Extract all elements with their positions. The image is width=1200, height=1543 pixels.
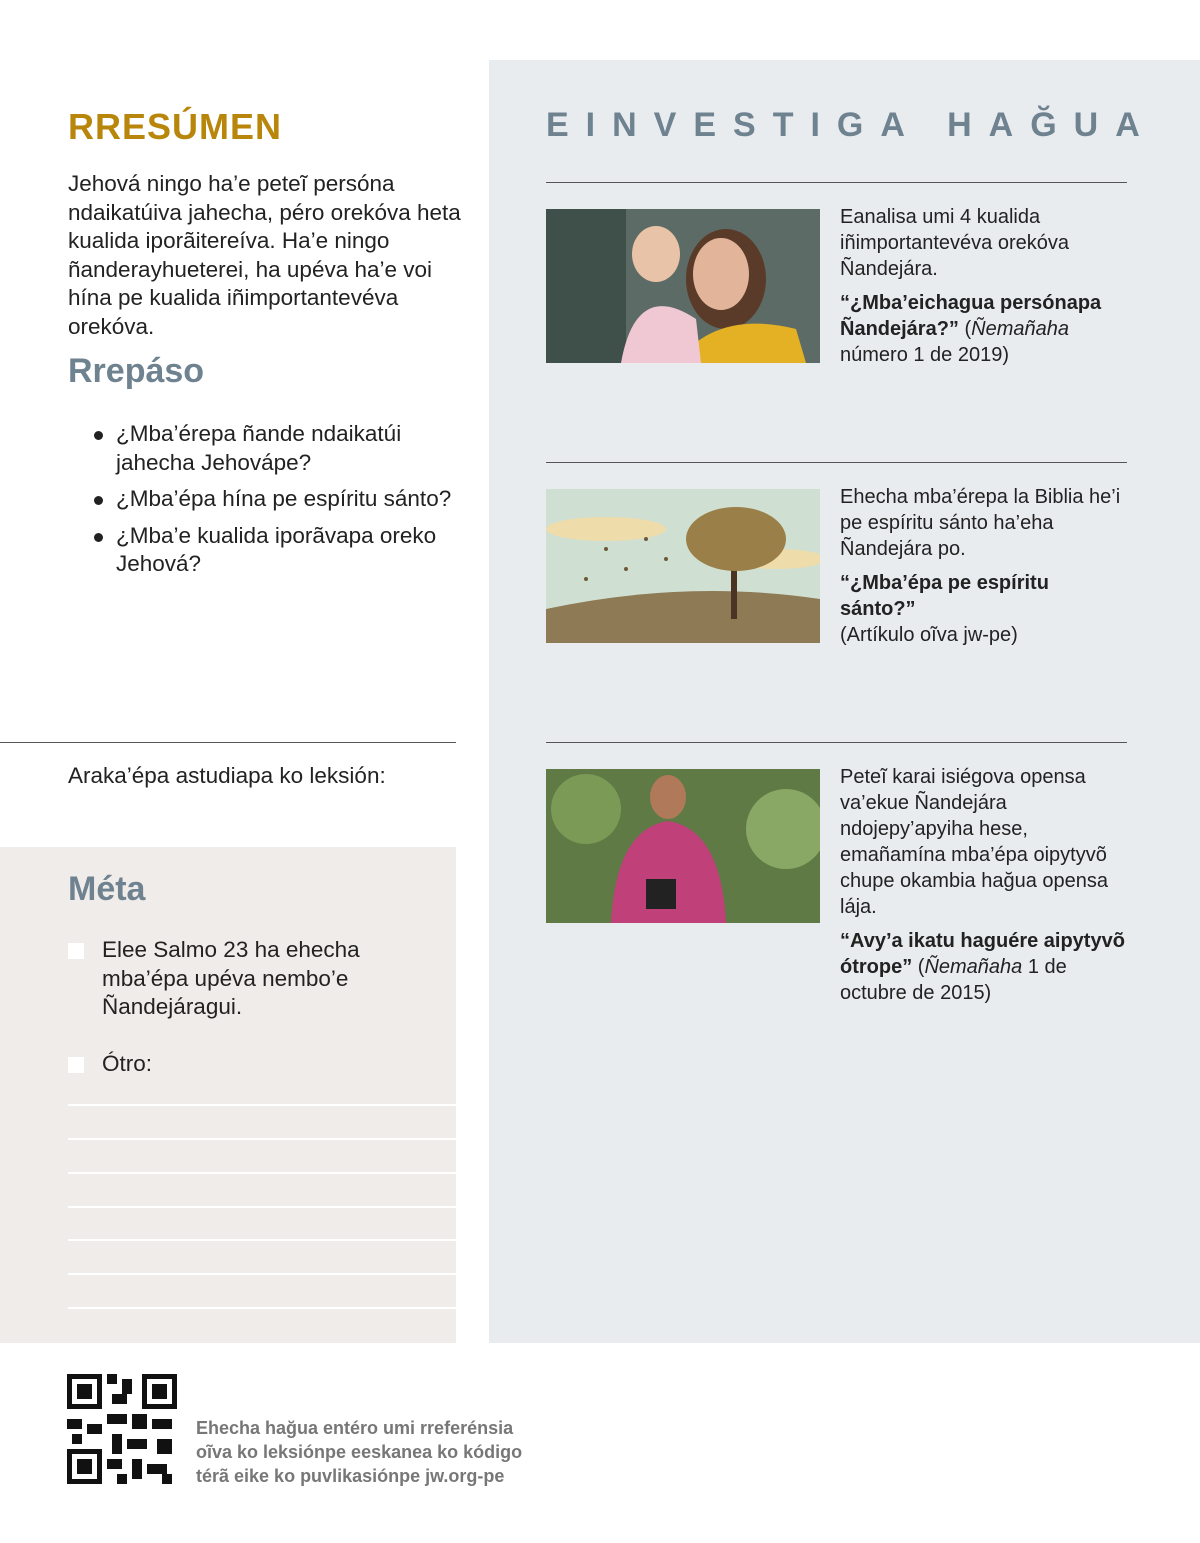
review-title: Rrepáso [68, 352, 205, 390]
resource-card: Eanalisa umi 4 kualida iñimportantevéva orekóva Ñandejára. “¿Mba’eichagua persónapa Ñandejára?” (Ñemañaha número 1 de 2019) [840, 204, 1130, 368]
divider [546, 182, 1127, 183]
publication-issue: número 1 de 2019) [840, 344, 1010, 366]
divider [0, 742, 456, 743]
card-description: Ehecha mba’érepa la Biblia he’i pe espíritu sánto ha’eha Ñandejára po. [840, 486, 1121, 560]
article-link[interactable]: “¿Mba’eichagua persónapa Ñandejára?” [840, 292, 1102, 340]
divider [546, 742, 1127, 743]
other-checkbox[interactable] [68, 1057, 84, 1073]
write-line[interactable] [68, 1206, 456, 1208]
footer-text: Ehecha hağua entéro umi rreferénsia oĩva ko leksiónpe eeskanea ko kódigo térã eike ko puvlikasiónpe jw.org-pe [196, 1418, 523, 1486]
write-line[interactable] [68, 1172, 456, 1174]
investigate-title: EINVESTIGA HAĞUA [546, 106, 1157, 144]
review-question: ¿Mba’érepa ñande ndaikatúi jahecha Jehovápe? [92, 420, 452, 477]
write-line[interactable] [68, 1138, 456, 1140]
card-description: Peteĩ karai isiégova opensa va’ekue Ñandejára ndojepy’apyiha hese, emañamína mba’épa oipytyvõ chupe okambia hağua opensa lája. [840, 766, 1108, 918]
write-line[interactable] [68, 1239, 456, 1241]
review-list [92, 420, 452, 587]
review-question: ¿Mba’épa hína pe espíritu sánto? [92, 485, 452, 514]
publication-name: Ñemañaha [924, 956, 1023, 978]
review-question: ¿Mba’e kualida iporãvapa oreko Jehová? [92, 522, 452, 579]
summary-title: RRESÚMEN [68, 106, 283, 147]
tree-in-wind-illustration [546, 489, 820, 643]
write-line[interactable] [68, 1273, 456, 1275]
resource-card: Peteĩ karai isiégova opensa va’ekue Ñandejára ndojepy’apyiha hese, emañamína mba’épa oipytyvõ chupe okambia hağua opensa lája. “Avy’a ikatu haguére aipytyvõ ótrope” (Ñemañaha 1 de octubre de 2015) [840, 764, 1130, 1006]
goal-box [0, 847, 456, 1343]
card-description: Eanalisa umi 4 kualida iñimportantevéva orekóva Ñandejára. [840, 206, 1070, 280]
publication-issue: (Artíkulo oĩva jw-pe) [840, 624, 1018, 646]
resource-card [840, 484, 1130, 648]
publication-name: Ñemañaha [971, 318, 1069, 340]
article-link[interactable]: “¿Mba’épa pe espíritu sánto?” [840, 572, 1049, 620]
write-line[interactable] [68, 1307, 456, 1309]
publication-issue: 1 de octubre de 2015) [840, 956, 1067, 1004]
goal-title: Méta [68, 870, 146, 908]
summary-text: Jehová ningo ha’e peteĩ persóna ndaikatúiva jahecha, péro orekóva heta kualida iporãitereíva. Ha’e ningo ñanderayhueterei, ha upéva ha’e voi hína pe kualida iñimportantevéva orekóva. [68, 171, 461, 339]
man-in-pink-shirt-photo [546, 769, 820, 923]
divider [546, 462, 1127, 463]
article-link[interactable]: “Avy’a ikatu haguére aipytyvõ ótrope” [840, 930, 1125, 978]
goal-option-other: Ótro: [102, 1051, 153, 1076]
qr-code[interactable] [67, 1374, 177, 1484]
write-line[interactable] [68, 1104, 456, 1106]
goal-option: Elee Salmo 23 ha ehecha mba’épa upéva nembo’e Ñandejáragui. [102, 937, 360, 1019]
woman-holding-child-photo [546, 209, 820, 363]
goal-checkbox[interactable] [68, 943, 84, 959]
studied-date-label: Araka’épa astudiapa ko leksión: [68, 763, 386, 788]
